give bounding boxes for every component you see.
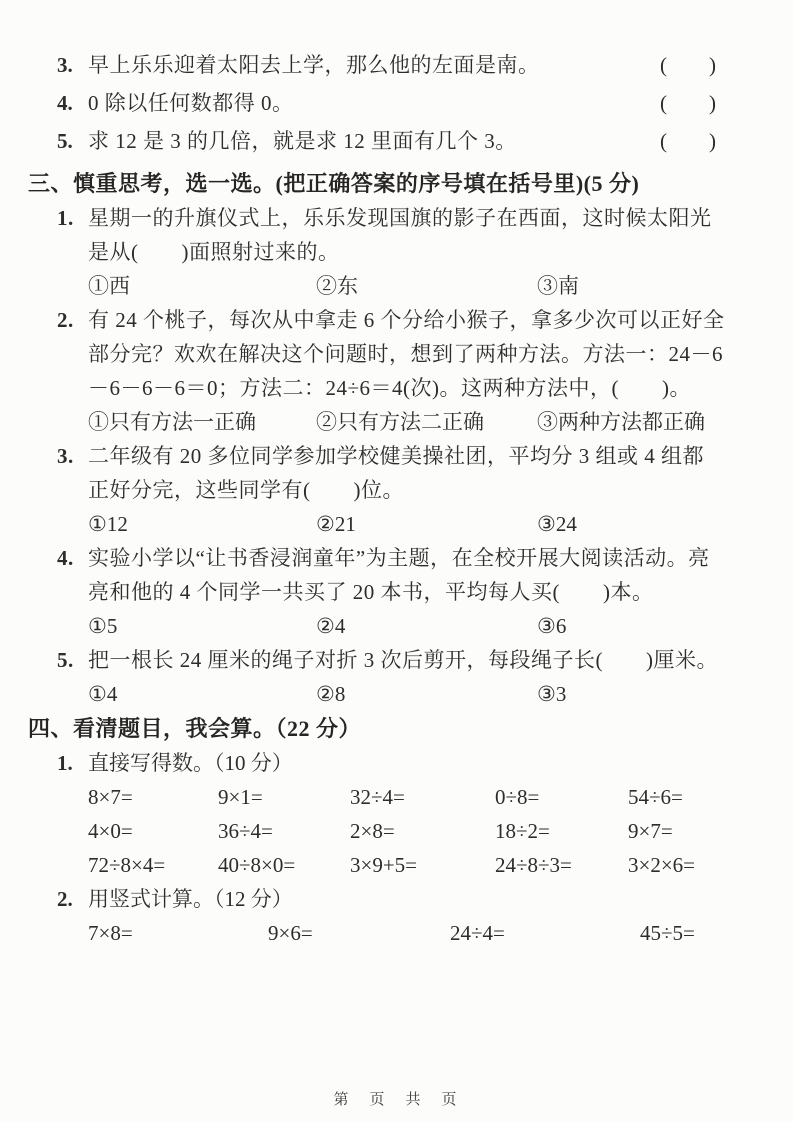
item-text: 早上乐乐迎着太阳去上学，那么他的左面是南。: [88, 53, 540, 77]
expression: 3×9+5=: [350, 853, 418, 877]
expression: 72÷8×4=: [88, 853, 166, 877]
expression: 0÷8=: [495, 785, 540, 809]
item-number: 5.: [57, 129, 73, 153]
question-line: [57, 541, 753, 575]
question-line: [57, 439, 753, 473]
question-text: 实验小学以“让书香浸润童年”为主题，在全校开展大阅读活动。亮: [88, 546, 710, 570]
expression: 24÷8÷3=: [495, 853, 572, 877]
expression: 45÷5=: [640, 921, 695, 945]
oral-calc-row-3: [88, 848, 753, 882]
expression: 8×7=: [88, 785, 133, 809]
option-3: ③24: [537, 512, 577, 536]
option-2: ②8: [316, 682, 346, 706]
item-text: 求 12 是 3 的几倍，就是求 12 里面有几个 3。: [88, 129, 517, 153]
expression: 9×1=: [218, 785, 263, 809]
judge-item: [57, 84, 753, 122]
question-line: 是从( )面照射过来的。: [88, 240, 340, 264]
option-3: ③6: [537, 614, 567, 638]
option-2: ②21: [316, 512, 356, 536]
option-3: ③3: [537, 682, 567, 706]
oral-calc-row-1: [88, 780, 753, 814]
question-text: 二年级有 20 多位同学参加学校健美操社团，平均分 3 组或 4 组都: [88, 444, 704, 468]
expression: 54÷6=: [628, 785, 683, 809]
question-line: 亮和他的 4 个同学一共买了 20 本书，平均每人买( )本。: [88, 580, 654, 604]
option-2: ②4: [316, 614, 346, 638]
item-text: 0 除以任何数都得 0。: [88, 91, 294, 115]
option-2: ②只有方法二正确: [316, 410, 484, 434]
question-line: 部分完？欢欢在解决这个问题时，想到了两种方法。方法一：24－6: [88, 342, 723, 366]
question-number: 1.: [57, 206, 74, 230]
expression: 3×2×6=: [628, 853, 696, 877]
question-text: 有 24 个桃子，每次从中拿走 6 个分给小猴子，拿多少次可以正好全: [88, 308, 725, 332]
expression: 9×7=: [628, 819, 673, 843]
expression: 4×0=: [88, 819, 133, 843]
answer-bracket: ( ): [660, 91, 716, 115]
option-1: ①只有方法一正确: [88, 410, 256, 434]
judge-item: [57, 122, 753, 160]
expression: 18÷2=: [495, 819, 550, 843]
choice-question-2: [57, 303, 753, 439]
expression: 32÷4=: [350, 785, 405, 809]
page-footer: 第 页 共 页: [333, 1091, 460, 1108]
judge-item: [57, 46, 753, 84]
option-3: ③南: [537, 274, 579, 298]
question-text: 把一根长 24 厘米的绳子对折 3 次后剪开，每段绳子长( )厘米。: [88, 648, 718, 672]
choice-question-3: [57, 439, 753, 541]
vertical-calc-row: [88, 916, 753, 950]
question-number: 5.: [57, 648, 74, 672]
question-text: 星期一的升旗仪式上，乐乐发现国旗的影子在西面，这时候太阳光: [88, 206, 712, 230]
section-three-title: 三、慎重思考，选一选。(把正确答案的序号填在括号里)(5 分): [28, 171, 640, 196]
expression: 40÷8×0=: [218, 853, 296, 877]
question-number: 2.: [57, 308, 74, 332]
subsection-text: 用竖式计算。（12 分）: [88, 887, 293, 911]
expression: 9×6=: [268, 921, 313, 945]
option-1: ①5: [88, 614, 118, 638]
option-1: ①4: [88, 682, 118, 706]
choice-question-5: [57, 643, 753, 711]
expression: 24÷4=: [450, 921, 505, 945]
question-line: [57, 643, 753, 677]
option-2: ②东: [316, 274, 358, 298]
subsection-number: 1.: [57, 751, 73, 775]
oral-calc-row-2: [88, 814, 753, 848]
options-row: [57, 677, 753, 711]
question-number: 3.: [57, 444, 74, 468]
option-3: ③两种方法都正确: [537, 410, 705, 434]
question-line: [57, 303, 753, 337]
choice-question-1: [57, 201, 753, 303]
question-line: [57, 201, 753, 235]
section-four-title: 四、看清题目，我会算。（22 分）: [28, 716, 362, 741]
expression: 2×8=: [350, 819, 395, 843]
answer-bracket: ( ): [660, 53, 716, 77]
answer-bracket: ( ): [660, 129, 716, 153]
item-number: 4.: [57, 91, 73, 115]
subsection-number: 2.: [57, 887, 73, 911]
options-row: [57, 609, 753, 643]
item-number: 3.: [57, 53, 73, 77]
expression: 36÷4=: [218, 819, 273, 843]
option-1: ①西: [88, 274, 130, 298]
question-line: 正好分完，这些同学有( )位。: [88, 478, 404, 502]
subsection-text: 直接写得数。（10 分）: [88, 751, 293, 775]
option-1: ①12: [88, 512, 128, 536]
options-row: [57, 269, 753, 303]
judge-section: [28, 46, 753, 160]
options-row: [57, 507, 753, 541]
expression: 7×8=: [88, 921, 133, 945]
question-number: 4.: [57, 546, 74, 570]
subsection-2-title: [57, 882, 753, 916]
options-row: [57, 405, 753, 439]
subsection-1-title: [57, 746, 753, 780]
question-line: －6－6－6＝0；方法二：24÷6＝4(次)。这两种方法中，( )。: [88, 376, 691, 400]
choice-question-4: [57, 541, 753, 643]
